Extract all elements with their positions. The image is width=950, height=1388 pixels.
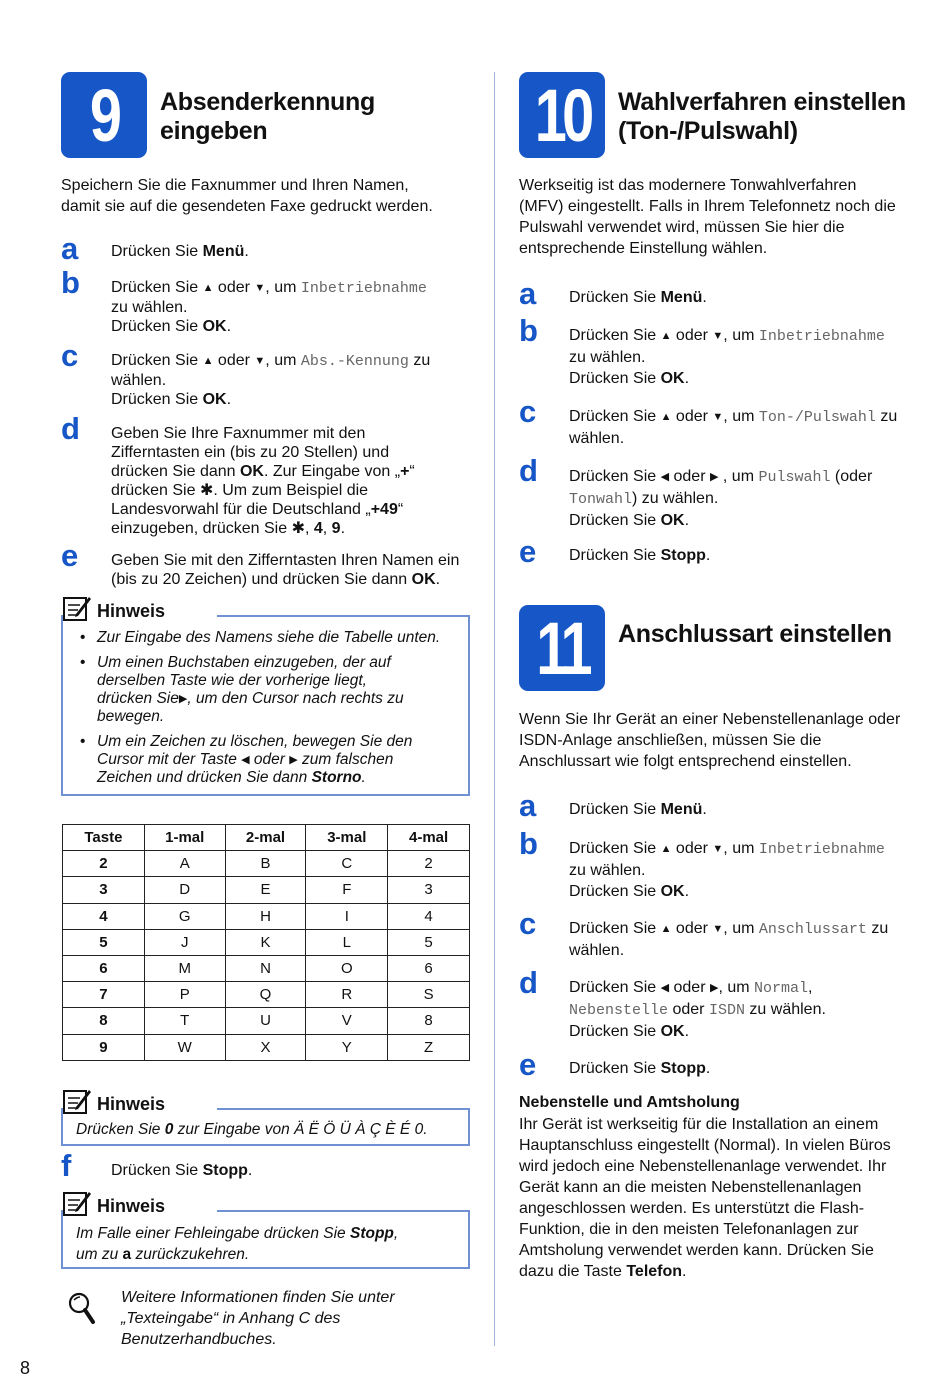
table-cell: 3 [388, 877, 470, 903]
up-arrow-icon: ▲ [660, 843, 672, 855]
table-cell: F [306, 877, 388, 903]
left-arrow-icon: ◀ [660, 471, 670, 483]
step-e-text: Drücken Sie Stopp. [569, 547, 711, 564]
step-number-badge-9: 9 [61, 72, 147, 158]
table-row [63, 1034, 470, 1060]
down-arrow-icon: ▼ [254, 355, 266, 367]
down-arrow-icon: ▼ [712, 843, 724, 855]
step-e-text: Geben Sie mit den Zifferntasten Ihren Namen ein (bis zu 20 Zeichen) und drücken Sie dann OK. [111, 552, 460, 588]
right-arrow-icon: ▶ [289, 754, 298, 766]
table-cell: Q [225, 982, 306, 1008]
step-letter-d: d [61, 411, 80, 446]
step-e-text: Drücken Sie Stopp. [569, 1060, 711, 1077]
table-row [63, 955, 470, 981]
table-key-cell: 2 [63, 851, 145, 877]
page-number: 8 [20, 1358, 31, 1378]
magnifier-icon [66, 1290, 98, 1326]
section-9-title: Absenderkennung eingeben [160, 88, 375, 145]
note-1-item-1: • Zur Eingabe des Namens siehe die Tabelle unten. [76, 629, 466, 647]
step-d-text: Geben Sie Ihre Faxnummer mit den Zifferntasten ein (bis zu 20 Stellen) und drücken Sie dann OK. Zur Eingabe von „+“ drücken Sie ✱. Um zum Beispiel die Landesvorwahl für die Deutschland „+49“ einzugeben, drücken Sie ✱, 4, 9. [111, 425, 415, 537]
table-header: 3-mal [306, 825, 388, 851]
step-c-text: Drücken Sie ▲ oder ▼, um Abs.-Kennung zu wählen. Drücken Sie OK. [111, 352, 431, 408]
section-10-intro: Werkseitig ist das modernere Tonwahlverfahren (MFV) eingestellt. Falls in Ihrem Telefonnetz noch die Pulswahl verwendet wird, müssen Sie hier die entsprechende Einstellung wählen. [519, 177, 896, 257]
table-key-cell: 4 [63, 903, 145, 929]
note-3-heading: Hinweis [97, 1196, 166, 1216]
step-letter-d: d [519, 965, 538, 1000]
step-letter-e: e [61, 538, 79, 573]
table-cell: X [225, 1034, 306, 1060]
right-arrow-icon: ▶ [709, 982, 719, 994]
table-key-cell: 6 [63, 955, 145, 981]
table-cell: L [306, 929, 388, 955]
note-3-body: Im Falle einer Fehleingabe drücken Sie Stopp, um zu a zurückzukehren. [76, 1225, 399, 1263]
table-key-cell: 3 [63, 877, 145, 903]
table-key-cell: 7 [63, 982, 145, 1008]
down-arrow-icon: ▼ [712, 923, 724, 935]
table-cell: M [144, 955, 225, 981]
step-number-badge-10: 10 [519, 72, 605, 158]
step-letter-e: e [519, 534, 537, 569]
table-cell: U [225, 1008, 306, 1034]
table-cell: P [144, 982, 225, 1008]
step-c-text: Drücken Sie ▲ oder ▼, um Anschlussart zu wählen. [569, 920, 889, 959]
section-11-title: Anschlussart einstellen [618, 620, 892, 648]
down-arrow-icon: ▼ [254, 282, 266, 294]
up-arrow-icon: ▲ [202, 282, 214, 294]
up-arrow-icon: ▲ [660, 923, 672, 935]
step-letter-b: b [61, 265, 80, 300]
down-arrow-icon: ▼ [712, 330, 724, 342]
section-9-intro: Speichern Sie die Faxnummer und Ihren Namen, damit sie auf die gesendeten Faxe gedruckt werden. [61, 177, 433, 215]
step-letter-f: f [61, 1148, 72, 1183]
note-1-item-2: • Um einen Buchstaben einzugeben, der auf derselben Taste wie der vorherige liegt, drücken Sie▶, um den Cursor nach rechts zu bewegen. [76, 654, 466, 726]
table-cell: D [144, 877, 225, 903]
table-cell: T [144, 1008, 225, 1034]
step-letter-c: c [61, 338, 79, 373]
table-cell: 4 [388, 903, 470, 929]
note-1-heading: Hinweis [97, 601, 166, 621]
up-arrow-icon: ▲ [660, 330, 672, 342]
right-arrow-icon: ▶ [709, 471, 719, 483]
table-cell: A [144, 851, 225, 877]
table-cell: Z [388, 1034, 470, 1060]
step-letter-b: b [519, 826, 538, 861]
table-cell: W [144, 1034, 225, 1060]
character-table [62, 824, 470, 1061]
table-row [63, 877, 470, 903]
section-11-subheading: Nebenstelle und Amtsholung [519, 1094, 740, 1111]
table-header: 4-mal [388, 825, 470, 851]
up-arrow-icon: ▲ [660, 411, 672, 423]
section-10-title: Wahlverfahren einstellen (Ton-/Pulswahl) [618, 88, 906, 145]
table-header: 2-mal [225, 825, 306, 851]
table-cell: J [144, 929, 225, 955]
step-f-text: Drücken Sie Stopp. [111, 1162, 253, 1179]
up-arrow-icon: ▲ [202, 355, 214, 367]
table-cell: V [306, 1008, 388, 1034]
table-row [63, 929, 470, 955]
step-letter-d: d [519, 453, 538, 488]
right-arrow-icon: ▶ [178, 693, 188, 705]
table-key-cell: 5 [63, 929, 145, 955]
table-cell: K [225, 929, 306, 955]
table-key-cell: 8 [63, 1008, 145, 1034]
step-a-text: Drücken Sie Menü. [569, 289, 707, 306]
step-d-text: Drücken Sie ◀ oder ▶, um Normal, Nebenstelle oder ISDN zu wählen. Drücken Sie OK. [569, 979, 826, 1040]
step-c-text: Drücken Sie ▲ oder ▼, um Ton-/Pulswahl zu wählen. [569, 408, 898, 447]
step-letter-c: c [519, 906, 537, 941]
table-cell: N [225, 955, 306, 981]
column-divider [494, 72, 495, 1346]
table-cell: 8 [388, 1008, 470, 1034]
step-letter-e: e [519, 1047, 537, 1082]
note-2-heading: Hinweis [97, 1094, 166, 1114]
step-letter-a: a [519, 788, 537, 823]
step-b-text: Drücken Sie ▲ oder ▼, um Inbetriebnahme zu wählen. Drücken Sie OK. [569, 327, 885, 387]
step-a-text: Drücken Sie Menü. [111, 243, 249, 260]
table-header: 1-mal [144, 825, 225, 851]
star-key-icon: ✱ [291, 520, 305, 537]
step-letter-b: b [519, 313, 538, 348]
table-cell: E [225, 877, 306, 903]
step-letter-a: a [61, 231, 79, 266]
table-row [63, 1008, 470, 1034]
table-cell: 5 [388, 929, 470, 955]
step-b-text: Drücken Sie ▲ oder ▼, um Inbetriebnahme zu wählen. Drücken Sie OK. [111, 279, 427, 335]
table-row [63, 982, 470, 1008]
note-2-body: Drücken Sie 0 zur Eingabe von Ä Ë Ö Ü À Ç È É 0. [76, 1121, 428, 1138]
down-arrow-icon: ▼ [712, 411, 724, 423]
step-b-text: Drücken Sie ▲ oder ▼, um Inbetriebnahme zu wählen. Drücken Sie OK. [569, 840, 885, 900]
left-arrow-icon: ◀ [660, 982, 670, 994]
table-cell: G [144, 903, 225, 929]
table-cell: C [306, 851, 388, 877]
reference-text: Weitere Informationen finden Sie unter „Texteingabe“ in Anhang C des Benutzerhandbuches. [121, 1289, 395, 1348]
step-number-badge-11: 11 [519, 605, 605, 691]
table-header: Taste [63, 825, 145, 851]
table-header-row [63, 825, 470, 851]
step-d-text: Drücken Sie ◀ oder ▶ , um Pulswahl (oder Tonwahl) zu wählen. Drücken Sie OK. [569, 468, 873, 529]
table-cell: 6 [388, 955, 470, 981]
table-cell: H [225, 903, 306, 929]
section-11-body: Ihr Gerät ist werkseitig für die Installation an einem Hauptanschluss eingestellt (Normal). In vielen Büros wird jedoch eine Nebenstellenanlage verwendet. Ihr Gerät kann an die meisten Nebenstellenanlagen angeschlossen werden. Es unterstützt die Flash- Funktion, die in den meisten Telefonanlagen zur Amtsholung verwendet werden kann. Drücken Sie dazu die Taste Telefon. [519, 1116, 891, 1280]
table-cell: B [225, 851, 306, 877]
table-row [63, 851, 470, 877]
table-cell: 2 [388, 851, 470, 877]
section-11-intro: Wenn Sie Ihr Gerät an einer Nebenstellenanlage oder ISDN-Anlage anschließen, müssen Sie die Anschlussart wie folgt entsprechend einstellen. [519, 711, 901, 770]
table-cell: R [306, 982, 388, 1008]
table-row [63, 903, 470, 929]
table-cell: O [306, 955, 388, 981]
table-key-cell: 9 [63, 1034, 145, 1060]
step-letter-a: a [519, 276, 537, 311]
note-1-body [76, 629, 466, 794]
left-arrow-icon: ◀ [241, 754, 250, 766]
star-key-icon: ✱ [199, 482, 214, 499]
table-cell: S [388, 982, 470, 1008]
table-cell: I [306, 903, 388, 929]
note-1-item-3: • Um ein Zeichen zu löschen, bewegen Sie den Cursor mit der Taste ◀ oder ▶ zum falschen Zeichen und drücken Sie dann Storno. [76, 733, 466, 787]
table-cell: Y [306, 1034, 388, 1060]
step-letter-c: c [519, 394, 537, 429]
step-a-text: Drücken Sie Menü. [569, 801, 707, 818]
